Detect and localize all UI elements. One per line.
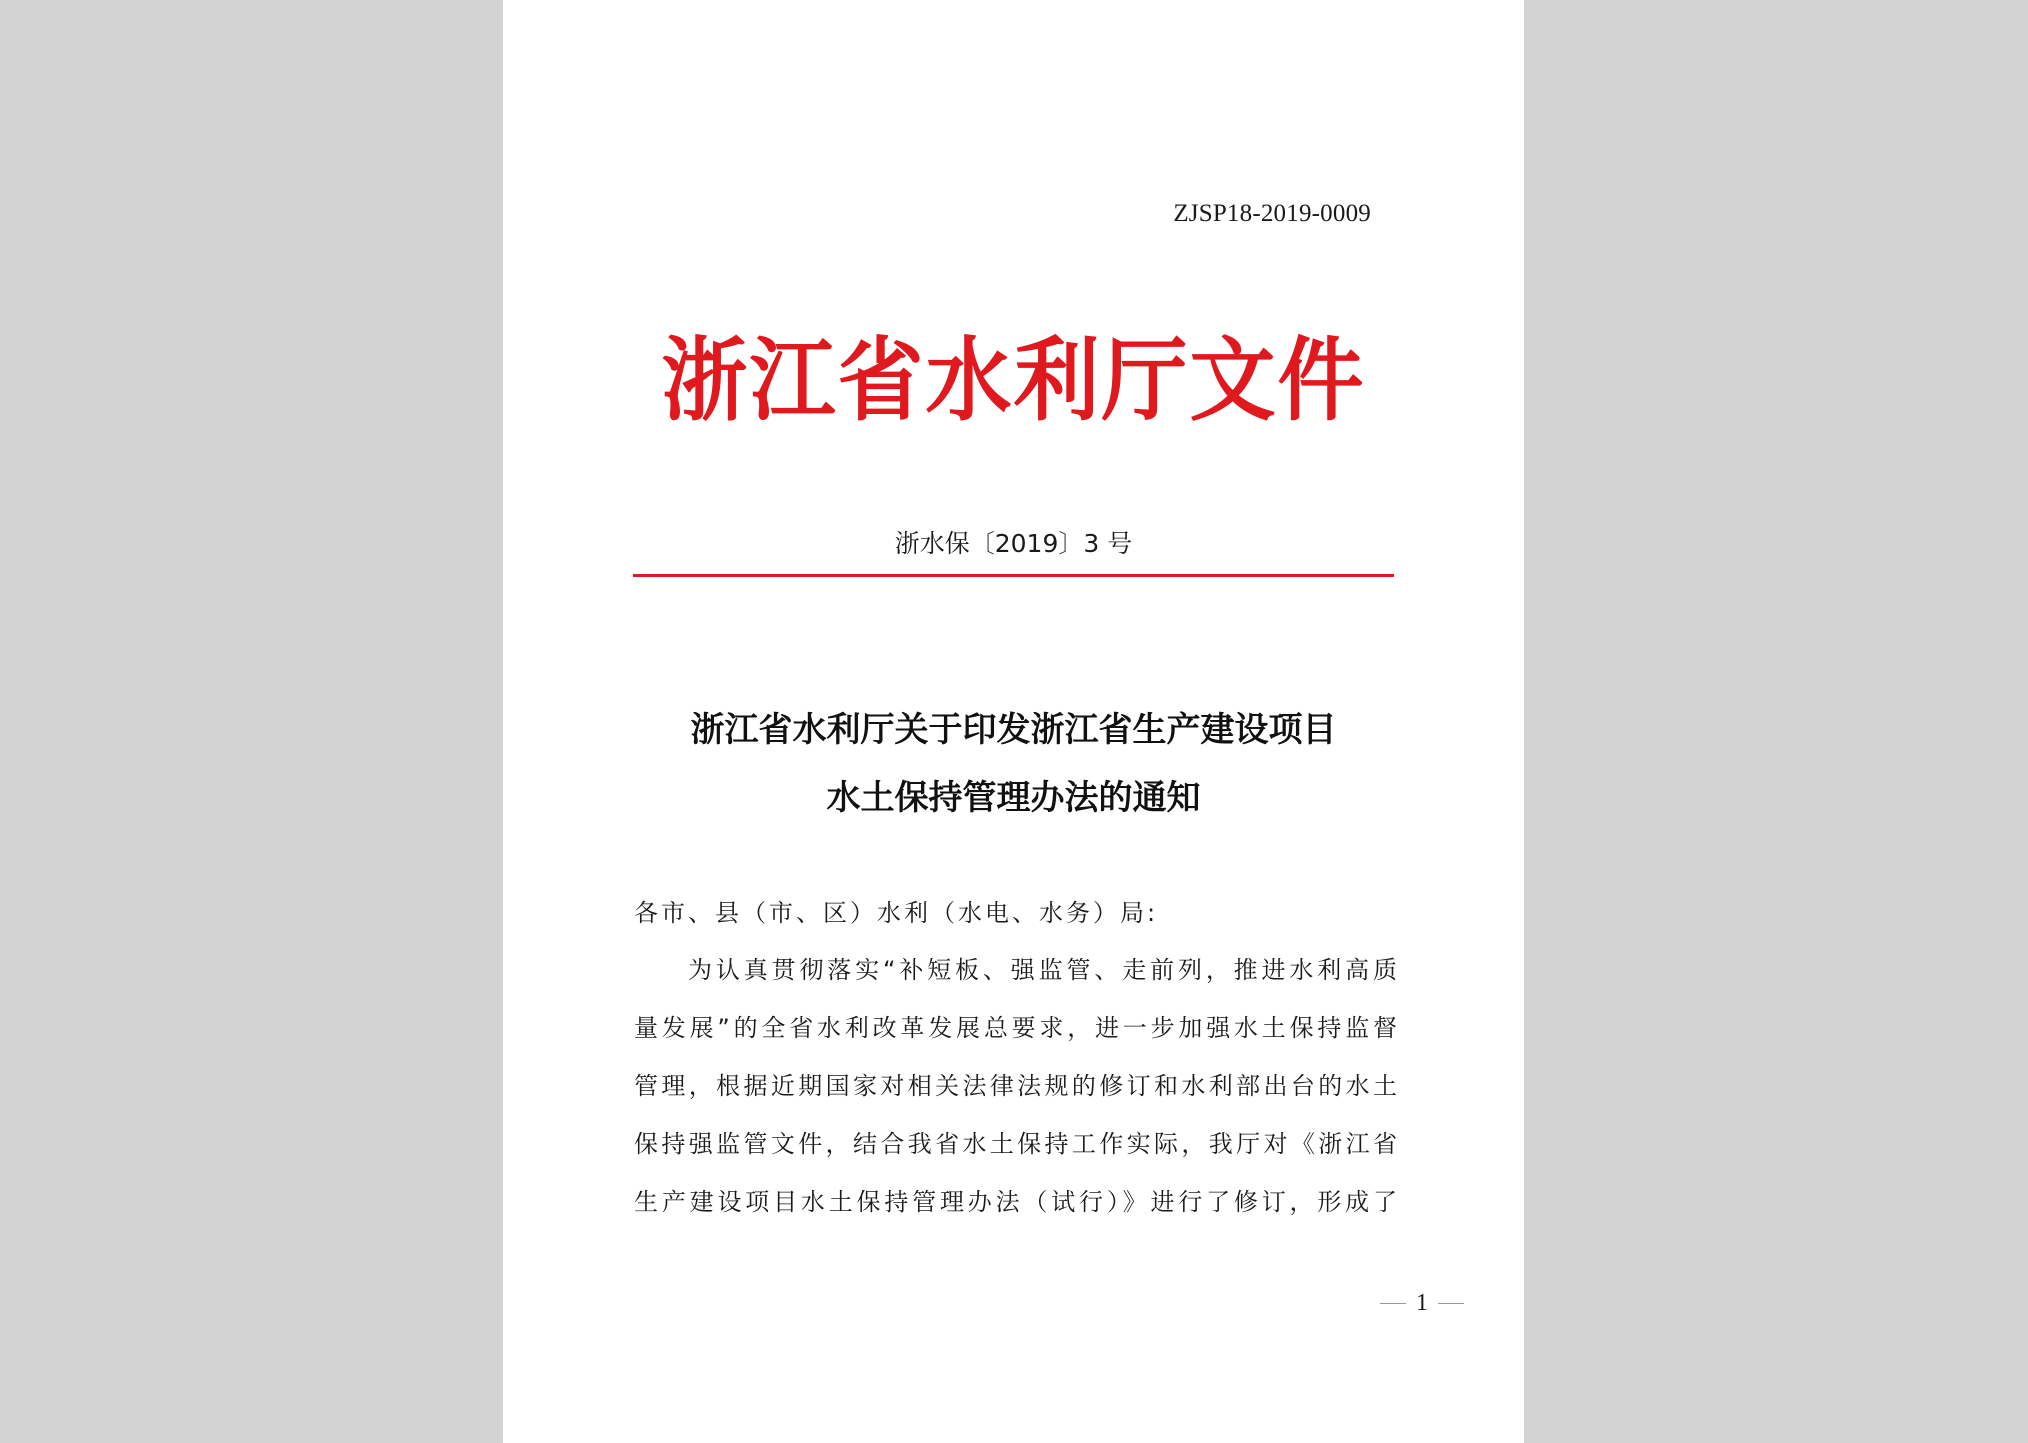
page-number-right-dash: [1438, 1303, 1464, 1304]
masthead-title: 浙江省水利厅文件: [661, 327, 1366, 434]
document-number: 浙水保〔2019〕3 号: [894, 529, 1133, 558]
body-line: 为认真贯彻落实“补短板、强监管、走前列，推进水利高质: [688, 956, 1398, 984]
red-divider-line: [633, 574, 1394, 577]
body-paragraph: [634, 952, 1398, 1242]
body-line: 生产建设项目水土保持管理办法（试行）》进行了修订，形成了: [634, 1188, 1398, 1216]
page-number: [1380, 1290, 1464, 1317]
document-code: ZJSP18-2019-0009: [1173, 200, 1371, 227]
body-line: 管理，根据近期国家对相关法律法规的修订和水利部出台的水土: [634, 1072, 1398, 1100]
body-line: 量发展”的全省水利改革发展总要求，进一步加强水土保持监督: [634, 1014, 1398, 1042]
salutation: 各市、县（市、区）水利（水电、水务）局:: [634, 899, 1159, 927]
notice-title-line-2: 水土保持管理办法的通知: [826, 778, 1201, 818]
page-number-left-dash: [1380, 1303, 1406, 1304]
document-page: [503, 0, 1524, 1443]
notice-title-line-1: 浙江省水利厅关于印发浙江省生产建设项目: [690, 710, 1337, 750]
page-number-value: 1: [1416, 1290, 1428, 1316]
notice-title: [503, 696, 1524, 832]
body-line: 保持强监管文件，结合我省水土保持工作实际，我厅对《浙江省: [634, 1130, 1398, 1158]
